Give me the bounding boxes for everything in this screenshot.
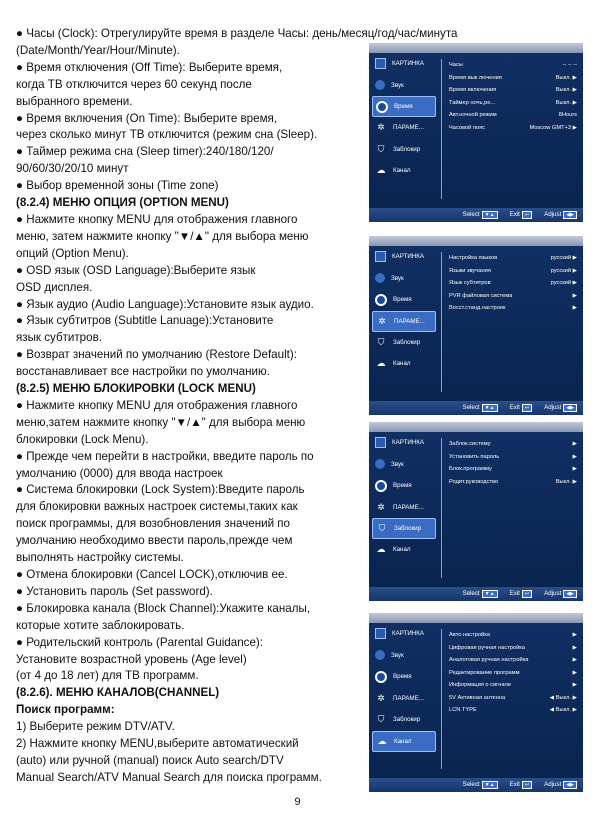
option-value: 8Hours [558,112,577,119]
clock-icon [375,480,387,492]
hint-label: Exit [509,781,520,788]
menu-divider [441,629,442,769]
key-icon: ▼▲ [482,781,498,789]
text-line: ● Часы (Clock): Отрегулируйте время в разделе Часы: день/месяц/год/час/минута [16,27,458,40]
select-hint [462,211,497,219]
option-value: ▶ [572,466,577,473]
option-label: Настройка языков [449,255,498,262]
menu-channel [369,613,583,792]
gear-icon: ✲ [377,122,385,133]
text-line: язык субтитров. [16,331,102,345]
menu-option-row[interactable] [449,476,577,489]
sidebar-item[interactable] [369,454,439,476]
sound-icon [375,650,385,660]
hint-label: Select [462,211,480,218]
sidebar-item[interactable] [369,289,439,311]
sidebar-item[interactable] [369,623,439,645]
sound-icon [375,273,385,283]
text-line: (8.2.6). МЕНЮ КАНАЛОВ(CHANNEL) [16,686,220,700]
lock-icon: ⛉ [378,523,386,533]
sidebar-item-label: ПАРАМЕ... [393,694,424,702]
sidebar-item[interactable] [369,475,439,497]
sidebar-item[interactable] [369,432,439,454]
sound-icon [375,459,385,469]
key-icon: ↩ [522,404,532,412]
option-value: русский ▶ [550,280,577,287]
sidebar-item[interactable] [372,518,436,539]
option-value: -- -- -- [562,62,577,69]
menu-lock [369,422,583,601]
gear-icon: ✲ [377,501,385,512]
sidebar-item-label: Время [393,673,412,681]
adjust-hint [544,211,577,219]
sidebar-item[interactable] [369,709,439,731]
option-label: LCN TYPE [449,707,477,714]
menu-option-row[interactable] [449,629,577,642]
picture-icon [375,628,386,639]
text-line: когда ТВ отключится через 60 секунд после [16,77,252,91]
text-line: Поиск программ: [16,703,115,717]
gear-icon: ✲ [378,315,386,326]
text-line: выполнять настройку системы. [16,551,184,565]
sidebar-item[interactable] [369,332,439,354]
menu-time [369,43,583,222]
menu-options [449,629,577,717]
text-line: ● Возврат значений по умолчанию (Restore Default): [16,348,297,362]
option-value: русский ▶ [550,255,577,262]
hint-label: Adjust [544,781,562,788]
option-value: ▶ [572,292,577,299]
sidebar-item-label: Звук [391,81,404,89]
text-line: 2) Нажмите кнопку MENU,выберите автоматический [16,737,299,751]
sidebar-item-label: КАРТИНКА [392,253,425,261]
option-value: ◀ Выкл. ▶ [549,694,577,701]
lock-icon: ⛉ [377,336,385,347]
menu-divider [441,438,442,578]
option-label: Часовой пояс [449,124,486,131]
exit-hint [510,211,533,219]
sidebar-item-label: КАРТИНКА [392,630,425,638]
sidebar-item-label: КАРТИНКА [392,439,425,447]
menu-divider [441,252,442,392]
text-line: ● Нажмите кнопку MENU для отображения главного [16,398,298,412]
sidebar-item[interactable] [369,75,439,97]
menu-option-row[interactable] [449,72,577,85]
key-icon: ◀▶ [563,211,577,219]
option-value: ▶ [572,669,577,676]
sidebar-item[interactable] [372,311,436,332]
menu-sidebar [369,246,439,375]
menu-option-row[interactable] [449,97,577,110]
text-line: Manual Search/ATV Manual Search для поиска программ. [16,770,322,784]
channel-icon: ☁ [376,165,386,176]
menu-option-row[interactable] [449,122,577,135]
option-label: Установить пароль [449,453,500,460]
sidebar-item-label: Звук [391,460,404,468]
sidebar-item-label: Время [393,296,412,304]
menu-option-row[interactable] [449,302,577,315]
key-icon: ◀▶ [563,590,577,598]
sidebar-item[interactable] [369,497,439,519]
picture-icon [375,251,386,262]
text-line: Установите возрастной уровень (Age level) [16,652,247,666]
clock-icon [375,294,387,306]
sidebar-item[interactable] [369,139,439,161]
sidebar-item[interactable] [369,539,439,561]
menu-footer [369,208,583,222]
menu-option-row[interactable] [449,463,577,476]
option-value: Выкл. ▶ [555,99,577,106]
text-line: ● OSD язык (OSD Language):Выберите язык [16,263,256,277]
sidebar-item[interactable] [369,645,439,667]
menu-option-row[interactable] [449,438,577,451]
option-value: Выкл. ▶ [555,478,577,485]
text-line: ● Выбор временной зоны (Time zone) [16,179,219,193]
menu-option-row[interactable] [449,109,577,122]
option-label: Родит.руководство [449,478,499,485]
key-icon: ↩ [522,211,532,219]
option-label: Языки звучания [449,267,491,274]
menu-options [449,438,577,488]
menu-option-row[interactable] [449,704,577,717]
sidebar-item-label: ПАРАМЕ... [394,317,425,325]
option-label: Язык субтитров [449,280,491,287]
option-label: Блок.программу [449,466,492,473]
menu-sidebar [369,432,439,561]
page-number: 9 [294,796,301,808]
text-line: ● Таймер режима сна (Sleep timer):240/180/120/ [16,145,274,159]
hint-label: Select [462,590,480,597]
exit-hint [510,404,533,412]
option-label: 5V Активная антенна [449,694,506,701]
sidebar-item-label: Канал [394,737,412,745]
text-line: которые хотите заблокировать. [16,618,185,632]
picture-icon [375,437,386,448]
hint-label: Exit [509,211,520,218]
text-line: ● Отмена блокировки (Cancel LOCK),отключив ее. [16,568,288,581]
menu-option-row[interactable] [449,59,577,72]
picture-icon [375,58,386,69]
sidebar-item-label: Заблокир [393,145,421,153]
text-line: меню,затем нажмите кнопку "▼/▲" для выбора меню [16,415,306,429]
menu-footer [369,778,583,792]
hint-label: Exit [509,590,520,597]
hint-label: Select [462,781,480,788]
option-value: ▶ [572,305,577,312]
option-label: Цифровая ручная настройка [449,644,526,651]
sidebar-item[interactable] [372,96,436,117]
sidebar-item-label: Канал [393,360,411,368]
menu-option-row[interactable] [449,252,577,265]
gear-icon: ✲ [377,692,385,703]
option-label: PVR файловая система [449,292,513,299]
menu-top-bar [369,422,583,432]
text-line: ● Установить пароль (Set password). [16,584,213,598]
text-line: для блокировки важных настроек системы,таких как [16,500,298,514]
lock-icon: ⛉ [377,143,385,154]
text-line: (от 4 до 18 лет) для ТВ программ. [16,669,199,683]
sidebar-item-label: Звук [391,651,404,659]
sidebar-item[interactable] [369,666,439,688]
option-label: Аналоговая ручная настройка [449,657,529,664]
text-line: ● Язык аудио (Audio Language):Установите язык аудио. [16,297,314,311]
select-hint [462,781,497,789]
option-label: Редактирование программ [449,669,520,676]
sidebar-item[interactable] [369,268,439,290]
sidebar-item-label: Канал [393,167,411,175]
menu-top-bar [369,613,583,623]
menu-option-row[interactable] [449,667,577,680]
menu-top-bar [369,43,583,53]
clock-icon [376,101,388,113]
select-hint [462,590,497,598]
sidebar-item[interactable] [369,246,439,268]
option-value: ▶ [572,644,577,651]
text-line: умолчанию (0000) для ввода настроек [16,466,223,480]
sidebar-item-label: Время [394,103,413,110]
option-value: ▶ [572,682,577,689]
text-line: меню, затем нажмите кнопку "▼/▲" для выбора меню [16,229,309,243]
sidebar-item-label: КАРТИНКА [392,60,425,68]
menu-top-bar [369,236,583,246]
text-line: ● Прежде чем перейти в настройки, введите пароль по [16,449,314,463]
text-line: (Date/Month/Year/Hour/Minute). [16,43,180,57]
text-line: умолчанию необходимо ввести пароль,прежде чем [16,534,293,548]
exit-hint [510,590,533,598]
option-value: русский ▶ [550,267,577,274]
sidebar-item-label: Время [393,482,412,490]
key-icon: ▼▲ [482,211,498,219]
key-icon: ↩ [522,781,532,789]
option-label: Время включения [449,87,497,94]
text-line: ● Система блокировки (Lock System):Введите пароль [16,483,305,497]
text-line: блокировки (Lock Menu). [16,432,149,446]
menu-footer [369,587,583,601]
hint-label: Adjust [544,404,562,411]
option-value: Moscow GMT+3 ▶ [529,124,577,131]
option-label: Авто настройка [449,632,491,639]
channel-icon: ☁ [376,544,386,555]
text-line: ● Нажмите кнопку MENU для отображения главного [16,212,298,226]
option-value: Выкл. ▶ [555,74,577,81]
option-label: Авт.ночной режим [449,112,497,119]
text-line: ● Язык субтитров (Subtitle Lanuage):Установите [16,314,274,328]
sidebar-item-label: ПАРАМЕ... [393,124,424,132]
text-line: выбранного времени. [16,94,133,108]
text-line: опций (Option Menu). [16,246,129,260]
adjust-hint [544,404,577,412]
text-line: ● Родительский контроль (Parental Guidance): [16,635,263,649]
text-line: (auto) или ручной (manual) поиск Auto search/DTV [16,753,284,767]
option-label: Заблок.систему [449,441,491,448]
option-label: Информация о сигнале [449,682,512,689]
text-line: поиск программы, для возобновления значений по [16,517,290,531]
key-icon: ◀▶ [563,404,577,412]
channel-icon: ☁ [377,735,387,746]
sidebar-item-label: Канал [393,546,411,554]
menu-option-row[interactable] [449,654,577,667]
option-value: ▶ [572,453,577,460]
text-line: (8.2.4) МЕНЮ ОПЦИЯ (OPTION MENU) [16,196,229,210]
menu-option-row[interactable] [449,290,577,303]
key-icon: ▼▲ [482,404,498,412]
text-line: ● Время отключения (Off Time): Выберите время, [16,60,283,74]
key-icon: ↩ [522,590,532,598]
sidebar-item[interactable] [369,160,439,182]
menu-option-row[interactable] [449,265,577,278]
lock-icon: ⛉ [377,714,385,725]
select-hint [462,404,497,412]
sidebar-item-label: Заблокир [393,338,421,346]
text-line: OSD дисплея. [16,280,93,294]
option-label: Таймер ночь,ре... [449,99,496,106]
menu-option-row[interactable] [449,277,577,290]
sidebar-item[interactable] [369,688,439,710]
option-value: ◀ Выкл. ▶ [549,707,577,714]
key-icon: ◀▶ [563,781,577,789]
text-line: через сколько минут ТВ отключится (режим сна (Sleep). [16,128,318,142]
hint-label: Select [462,404,480,411]
sidebar-item[interactable] [369,53,439,75]
option-value: ▶ [572,441,577,448]
sidebar-item-label: Заблокир [393,716,421,724]
hint-label: Exit [509,404,520,411]
sidebar-item-label: Заблокир [394,525,422,532]
menu-option-row[interactable] [449,679,577,692]
option-value: ▶ [572,657,577,664]
menu-option-row[interactable] [449,642,577,655]
clock-icon [375,671,387,683]
text-line: восстанавливает все настройки по умолчанию. [16,365,270,379]
sidebar-item[interactable] [369,353,439,375]
menu-sidebar [369,53,439,182]
option-value: Выкл. ▶ [555,87,577,94]
menu-footer [369,401,583,415]
menu-sidebar [369,623,439,752]
text-line: 90/60/30/20/10 минут [16,162,129,176]
hint-label: Adjust [544,590,562,597]
menu-option-row[interactable] [449,84,577,97]
adjust-hint [544,590,577,598]
text-line: ● Время включения (On Time): Выберите время, [16,111,278,125]
text-line: 1) Выберите режим DTV/ATV. [16,720,175,734]
menu-divider [441,59,442,199]
menu-option-row[interactable] [449,692,577,705]
text-line: (8.2.5) МЕНЮ БЛОКИРОВКИ (LOCK MENU) [16,382,256,396]
channel-icon: ☁ [376,358,386,369]
sidebar-item-label: ПАРАМЕ... [393,503,424,511]
sound-icon [375,80,385,90]
exit-hint [510,781,533,789]
hint-label: Adjust [544,211,562,218]
text-line: ● Блокировка канала (Block Channel):Укажите каналы, [16,601,311,615]
option-label: Восст.станд.настроек [449,305,506,312]
sidebar-item-label: Звук [391,274,404,282]
menu-option-row[interactable] [449,451,577,464]
menu-options [449,252,577,315]
menu-options [449,59,577,134]
key-icon: ▼▲ [482,590,498,598]
sidebar-item[interactable] [372,731,436,752]
option-value: ▶ [572,632,577,639]
adjust-hint [544,781,577,789]
option-label: Часы [449,62,463,69]
option-label: Время вык лючения [449,74,502,81]
sidebar-item[interactable] [369,117,439,139]
menu-option [369,236,583,415]
